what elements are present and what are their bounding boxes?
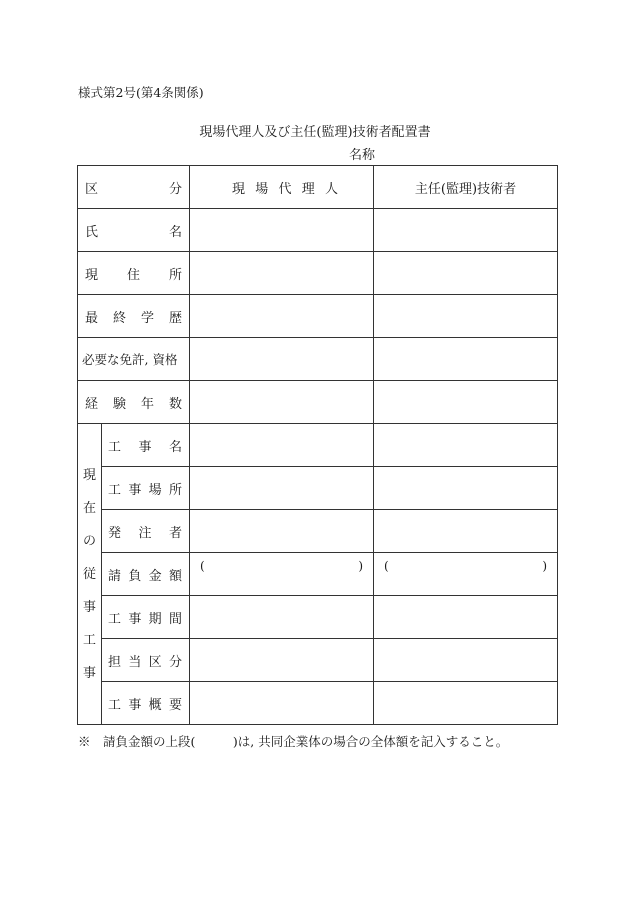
char: 工 bbox=[108, 611, 122, 627]
cell-name-engineer[interactable] bbox=[374, 209, 558, 252]
cell-education-agent[interactable] bbox=[190, 295, 374, 338]
cell-client-agent[interactable] bbox=[190, 510, 374, 553]
cell-contract-amount-agent[interactable] bbox=[190, 553, 374, 596]
row-work-period bbox=[78, 596, 558, 639]
row-name bbox=[78, 209, 558, 252]
char: 験 bbox=[112, 396, 126, 412]
char: 事 bbox=[128, 611, 142, 627]
char: 場 bbox=[148, 482, 162, 498]
label-client bbox=[102, 522, 189, 541]
char: 負 bbox=[128, 568, 142, 584]
cell-work-period-engineer[interactable] bbox=[374, 596, 558, 639]
header-category bbox=[78, 166, 190, 209]
char: 工 bbox=[108, 439, 122, 455]
label-experience bbox=[78, 393, 189, 412]
form-number: 様式第2号(第4条関係) bbox=[78, 85, 204, 100]
cell-experience-engineer[interactable] bbox=[374, 381, 558, 424]
cell-license-engineer[interactable] bbox=[374, 338, 558, 381]
char: 事 bbox=[128, 697, 142, 713]
char: 工 bbox=[108, 697, 122, 713]
char: 学 bbox=[140, 310, 154, 326]
char: 事 bbox=[82, 599, 96, 615]
cell-work-site-agent[interactable] bbox=[190, 467, 374, 510]
char: 在 bbox=[82, 500, 96, 516]
char: 分 bbox=[168, 181, 182, 197]
row-assigned-section bbox=[78, 639, 558, 682]
char: 歴 bbox=[168, 310, 182, 326]
char: 事 bbox=[82, 665, 96, 681]
char: 所 bbox=[168, 267, 182, 283]
label-work-name bbox=[102, 436, 189, 455]
assignment-table bbox=[77, 165, 558, 725]
current-work-group-label bbox=[78, 424, 102, 725]
cell-work-name-agent[interactable] bbox=[190, 424, 374, 467]
char: 金 bbox=[148, 568, 162, 584]
header-site-agent-label bbox=[190, 178, 373, 197]
label-work-overview bbox=[102, 694, 189, 713]
cell-address-agent[interactable] bbox=[190, 252, 374, 295]
char: 区 bbox=[85, 181, 99, 197]
char: 理 bbox=[301, 181, 315, 197]
cell-work-overview-engineer[interactable] bbox=[374, 682, 558, 725]
row-contract-amount bbox=[78, 553, 558, 596]
char: 人 bbox=[324, 181, 338, 197]
char: 現 bbox=[85, 267, 99, 283]
row-experience bbox=[78, 381, 558, 424]
cell-client-engineer[interactable] bbox=[374, 510, 558, 553]
cell-work-period-agent[interactable] bbox=[190, 596, 374, 639]
char: 終 bbox=[112, 310, 126, 326]
char: 名 bbox=[168, 439, 182, 455]
label-address bbox=[78, 264, 189, 283]
close-paren: ) bbox=[542, 559, 547, 573]
char: 当 bbox=[128, 654, 142, 670]
char: 期 bbox=[148, 611, 162, 627]
row-client bbox=[78, 510, 558, 553]
cell-work-overview-agent[interactable] bbox=[190, 682, 374, 725]
char: 年 bbox=[140, 396, 154, 412]
header-chief-engineer: 主任(監理)技術者 bbox=[374, 166, 558, 209]
char: 名 bbox=[168, 224, 182, 240]
char: 工 bbox=[108, 482, 122, 498]
char: 額 bbox=[168, 568, 182, 584]
name-label: 名称 bbox=[349, 148, 376, 163]
cell-experience-agent[interactable] bbox=[190, 381, 374, 424]
header-category-label bbox=[78, 178, 189, 197]
char: 間 bbox=[168, 611, 182, 627]
char: 経 bbox=[85, 396, 99, 412]
cell-education-engineer[interactable] bbox=[374, 295, 558, 338]
char: 概 bbox=[148, 697, 162, 713]
label-work-period bbox=[102, 608, 189, 627]
label-work-site bbox=[102, 479, 189, 498]
char: 従 bbox=[82, 566, 96, 582]
char: 工 bbox=[82, 632, 96, 648]
char: の bbox=[82, 533, 96, 549]
open-paren: ( bbox=[384, 559, 389, 573]
cell-assigned-section-engineer[interactable] bbox=[374, 639, 558, 682]
char: 注 bbox=[138, 525, 152, 541]
char: 請 bbox=[108, 568, 122, 584]
cell-work-name-engineer[interactable] bbox=[374, 424, 558, 467]
header-site-agent bbox=[190, 166, 374, 209]
cell-contract-amount-engineer[interactable] bbox=[374, 553, 558, 596]
cell-name-agent[interactable] bbox=[190, 209, 374, 252]
char: 要 bbox=[168, 697, 182, 713]
total-amount-brackets bbox=[190, 553, 373, 573]
cell-assigned-section-agent[interactable] bbox=[190, 639, 374, 682]
char: 場 bbox=[255, 181, 269, 197]
row-work-name bbox=[78, 424, 558, 467]
header-row bbox=[78, 166, 558, 209]
char: 住 bbox=[126, 267, 140, 283]
cell-work-site-engineer[interactable] bbox=[374, 467, 558, 510]
char: 氏 bbox=[85, 224, 99, 240]
char: 分 bbox=[168, 654, 182, 670]
char: 代 bbox=[278, 181, 292, 197]
row-work-site bbox=[78, 467, 558, 510]
char: 所 bbox=[168, 482, 182, 498]
char: 区 bbox=[148, 654, 162, 670]
row-license bbox=[78, 338, 558, 381]
char: 者 bbox=[168, 525, 182, 541]
open-paren: ( bbox=[200, 559, 205, 573]
char: 発 bbox=[108, 525, 122, 541]
char: 現 bbox=[82, 467, 96, 483]
cell-address-engineer[interactable] bbox=[374, 252, 558, 295]
document-title: 現場代理人及び主任(監理)技術者配置書 bbox=[199, 125, 431, 140]
footnote: ※ 請負金額の上段( )は, 共同企業体の場合の全体額を記入すること。 bbox=[78, 734, 509, 749]
label-name bbox=[78, 221, 189, 240]
char: 数 bbox=[168, 396, 182, 412]
label-assigned-section bbox=[102, 651, 189, 670]
char: 現 bbox=[232, 181, 246, 197]
label-contract-amount bbox=[102, 565, 189, 584]
char: 事 bbox=[128, 482, 142, 498]
cell-license-agent[interactable] bbox=[190, 338, 374, 381]
row-education bbox=[78, 295, 558, 338]
label-education bbox=[78, 307, 189, 326]
char: 担 bbox=[108, 654, 122, 670]
char: 最 bbox=[85, 310, 99, 326]
close-paren: ) bbox=[358, 559, 363, 573]
total-amount-brackets bbox=[374, 553, 557, 573]
row-address bbox=[78, 252, 558, 295]
label-license: 必要な免許, 資格 bbox=[78, 338, 190, 381]
row-work-overview bbox=[78, 682, 558, 725]
char: 事 bbox=[138, 439, 152, 455]
